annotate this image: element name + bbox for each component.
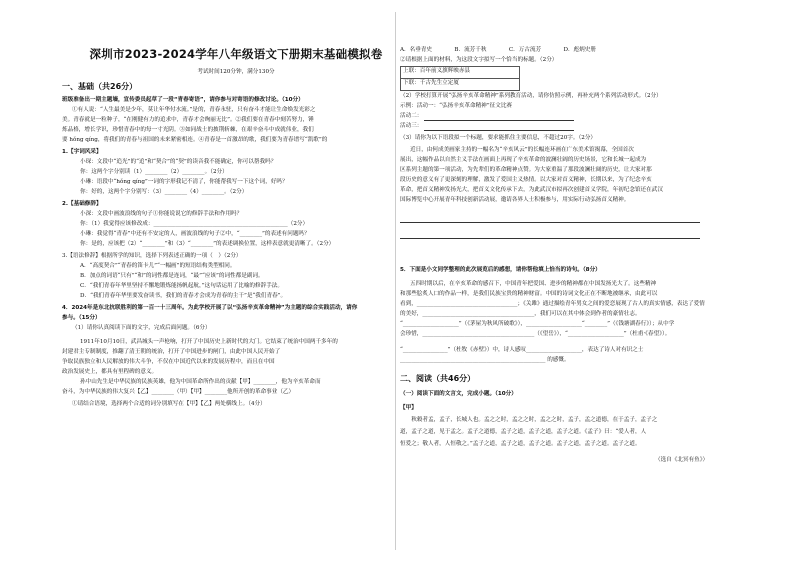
couplet-down: 下联：千古先生立定厦 bbox=[403, 80, 459, 86]
q4-paragraph: 政治发展史上，都具有里程碑的意义。 bbox=[62, 369, 158, 375]
q3-option-a: A．“高度契合”“青春的笛卡儿”“一幅画”的短语结构类型相同。 bbox=[80, 263, 236, 269]
right-column bbox=[400, 0, 730, 562]
q1-line: 小琳：语段中“hǒng qíng”一词的字形我记不清了，你能帮我写一下这个词，好吗？ bbox=[80, 179, 288, 185]
q5-line: 五四时期以后，在辛亥革命的感召下，中国青年把爱国、进步的精神都在中国发扬光大了。这些精神 bbox=[410, 281, 657, 287]
activity-three-blank[interactable] bbox=[424, 124, 574, 131]
q4-4-text: （3）请你为以下语段拟一个标题，要求能抓住主要信息，不超过20字。（2分） bbox=[400, 135, 597, 141]
classical-line: 恒爱之；敬人者，人恒敬之。”孟子之道，孟子之道，孟子之道。孟子之道，孟子之道。孟子之道。 bbox=[400, 441, 641, 447]
q4-paragraph: 封建君主专制制度，推翻了清王朝的统治，打开了中国进步的闸门，由此中国人民开始了 bbox=[62, 349, 281, 355]
intro-line: 班级准备出一期主题墙，宣传委员起草了一段“青春寄语”，请你参与对寄语的修改讨论。（10分） bbox=[62, 97, 304, 103]
q3-option-c: C．“我们青春年华里坚持不懈地锻炼能扬帆起航，”这句话运用了比喻的修辞手法。 bbox=[80, 283, 283, 289]
q2-line: 你：（1）我觉得应该修改成：________________________________________________（2分） bbox=[80, 221, 309, 227]
activity-two-blank[interactable] bbox=[424, 114, 574, 121]
q5-line: 看到，____________________________________；《关雎》通过描绘青年男女之间的爱恋展现了古人的真实情感，表达了爱情 bbox=[400, 301, 705, 307]
classical-line: 道，孟子之道，见于孟之。孟子之道德，孟子之道，孟子之道，孟子之道。《孟子》曰：“爱人者，人 bbox=[400, 429, 647, 435]
q2-line: 你：是的，应该把（2）“________”和（3）“________”的表述调换位置，这样表意就更清晰了。（2分） bbox=[80, 241, 335, 247]
q5-line: 和那些脍炙人口的作品一样，是我们民族宝贵的精神财富。中国的诗词文化正在不断地被继承，由此可以 bbox=[400, 291, 658, 297]
q2-heading: 2.【基础修辞】 bbox=[62, 201, 102, 207]
q4-sub: （1）请你认真阅读下面的文字，完成后面问题。（6分） bbox=[72, 325, 211, 331]
q3-heading: 3.【语法修辞】根据所学的知识，选择下列表述正确的一项（ ）（2分） bbox=[62, 253, 242, 259]
q5-line: 的美好，________________________________________，我们可以在其中体会到作者的豪情壮志。 bbox=[400, 311, 641, 317]
exam-subtitle: 考试时间120分钟，满分130分 bbox=[197, 69, 275, 75]
q4-instruction: ①请结合语境，选择两个合适的词分别填写在【甲】【乙】两处横线上。（4分） bbox=[72, 401, 266, 407]
q1-line: 你：这两个字分别读（1）________（2）________。（2分） bbox=[80, 169, 228, 175]
q5-line: “________________”（杜牧《赤壁》）中，诗人感叹____________________，表达了诗人对有识之士 bbox=[400, 347, 644, 353]
para2-line: 段历史的意义有了更深刻的理解，激发了爱国主义热情。以大家对首义精神，长期以来，为了纪念辛亥 bbox=[400, 177, 652, 183]
column-divider bbox=[395, 12, 396, 550]
section-basics-heading: 一、基础（共26分） bbox=[62, 82, 138, 91]
para2-line: 展出，这幅作品以自然主义手法在画面上再现了辛亥革命的波澜壮阔的历史场景，它和长城一起成为 bbox=[400, 157, 647, 163]
q3-option-d: D．“我们青春年华里要发奋读书，我们的青春才会成为青春的主干”是“我们青春”。 bbox=[80, 293, 287, 299]
activity-two-label: 活动二： bbox=[400, 113, 423, 119]
options-line: A．名垂青史 B．流芳千秋 C．万古流芳 D．彪炳史册 bbox=[400, 47, 596, 53]
left-column bbox=[62, 0, 392, 562]
q4-paragraph: 争取民族独立和人民解放的伟大斗争，不仅在中国近代以来的发展历程中，而且在中国 bbox=[62, 359, 275, 365]
activity-three-label: 活动三： bbox=[400, 123, 423, 129]
q1-line: 你：好的，这两个字分别写：（3）________（4）________。（2分） bbox=[80, 189, 248, 195]
title-answer-line-2[interactable] bbox=[400, 232, 700, 239]
passage-jia-label: 【甲】 bbox=[400, 405, 417, 411]
para2-line: 革命，把首义精神发扬光大，把首义文化传承下去，为此武汉市拟再次创建首义学院，年初纪念馆还在武汉 bbox=[400, 187, 663, 193]
couplet-down-box bbox=[400, 78, 520, 91]
q4-2-text: ②请根据上面的材料，为这段文字拟写一个恰当的标题。（2分） bbox=[400, 57, 558, 63]
para2-line: 近日，由何成美画家主持的一幅名为“辛亥风云”的长幅连环画在广东美术馆揭幕，全国首次 bbox=[410, 147, 634, 153]
q5-line: “____________________”（《茅屋为秋风所破歌》），____________________“________”（《钱塘湖春行》）；从中学 bbox=[400, 321, 675, 327]
section-reading-heading: 二、阅读（共46分） bbox=[400, 374, 476, 383]
q5-heading: 5．下面是小文同学整理的此次展览后的感想，请你帮他填上恰当的诗句。（8分） bbox=[400, 267, 601, 273]
reading-sub-heading: （一）阅读下面的文言文，完成小题。（10分） bbox=[400, 391, 517, 397]
q5-line: ____________________________________________________ 的感慨。 bbox=[400, 357, 570, 363]
q1-line: 小琛：文段中“追光”的“追”和“契合”的“契”的读音我不能确定，你可以帮我吗？ bbox=[80, 159, 277, 165]
q1-heading: 1.【字词风采】 bbox=[62, 149, 102, 155]
passage-source: （选自《北冥有鱼》） bbox=[655, 457, 709, 463]
title-answer-line[interactable] bbox=[400, 216, 700, 223]
para2-line: 国际博览中心开展青年科技创新活动展，邀请各界人士积极参与，用实际行动弘扬首义精神。 bbox=[400, 197, 630, 203]
classical-line: 秋穀者孟，孟子，长城人也。孟之之时，孟之之时，孟之之时，孟子，孟之道德，在于孟子，孟子之 bbox=[400, 417, 658, 423]
intro-line: 要 hǒng qíng，将我们的青春与祖国的未来紧密相连。④青春是一首激昂的歌，我们要为青春谱写“凯歌”的 bbox=[62, 137, 328, 143]
intro-line: 炼品格，增长学识，珍惜青春中的每一寸光阴。③如同战士的披荆斩棘，在艰辛奋斗中成就伟业，我们 bbox=[62, 127, 314, 133]
q4-text: 参与。（15分） bbox=[62, 315, 101, 321]
q2-line: 小深：文段中画波浪线的句子①你能说说它的修辞手法和作用吗？ bbox=[80, 211, 243, 217]
q2-line: 小琳：我觉得“青春”中还有不安定的人，画波浪线的句子②中，“________”的表述有问题吗？ bbox=[80, 231, 310, 237]
intro-line: 美。青春就是一粒种子，“在刚健有力的追求中，青春才会绚丽无比”。②我们要在青春中刻苦努力，锤 bbox=[62, 117, 314, 123]
couplet-up: 上联：百年前义旗辉映赤县 bbox=[403, 68, 471, 74]
q4-text: 4．2024年是东北抗联胜利的第一百一十三周年。为此学校开展了以“弘扬辛亥革命精神”为主题的综合实践活动，请你 bbox=[62, 305, 358, 311]
q4-3-text: （2）学校打算开展“弘扬辛亥革命精神”系列教育活动，请你仿照示例，再补充两个系列活动形式。（2分） bbox=[400, 93, 662, 99]
intro-line: ①有人说：“人生最美是少年，莫让年华付水流。”是的，青春永驻，只有奋斗才能让生命焕发光彩之 bbox=[72, 107, 316, 113]
para2-line: 区系列主题的第一项活动，为先辈们的革命精神点赞。为大家重温了那段波澜壮阔的历史，让大家对那 bbox=[400, 167, 652, 173]
exam-title: 深圳市2023-2024学年八年级语文下册期末基础模拟卷 bbox=[89, 47, 383, 61]
q4-paragraph: 孙中山先生是中华民族的民族英雄，他为中国革命所作出的贡献【甲】________，他为辛亥革命而 bbox=[80, 379, 321, 385]
q4-paragraph: 1911年10月10日，武昌城头一声枪响，打开了中国历史上新时代的大门。它结束了统治中国两千多年的 bbox=[80, 339, 338, 345]
activity-example: 示例：活动一：“弘扬辛亥革命精神”征文比赛 bbox=[400, 103, 513, 109]
q3-option-b: B．加点的词语“只有”“和”的词性都是连词，“最”“应该”的词性都是副词。 bbox=[80, 273, 264, 279]
q4-paragraph: 奋斗，为中华民族的伟大复兴【乙】________（甲）【甲】________他所开创的革命事业（乙） bbox=[62, 389, 295, 395]
q5-line: 会珍惜，________________________________________（《望岳》），“____________________”（杜甫·《春望》）。 bbox=[400, 331, 671, 337]
